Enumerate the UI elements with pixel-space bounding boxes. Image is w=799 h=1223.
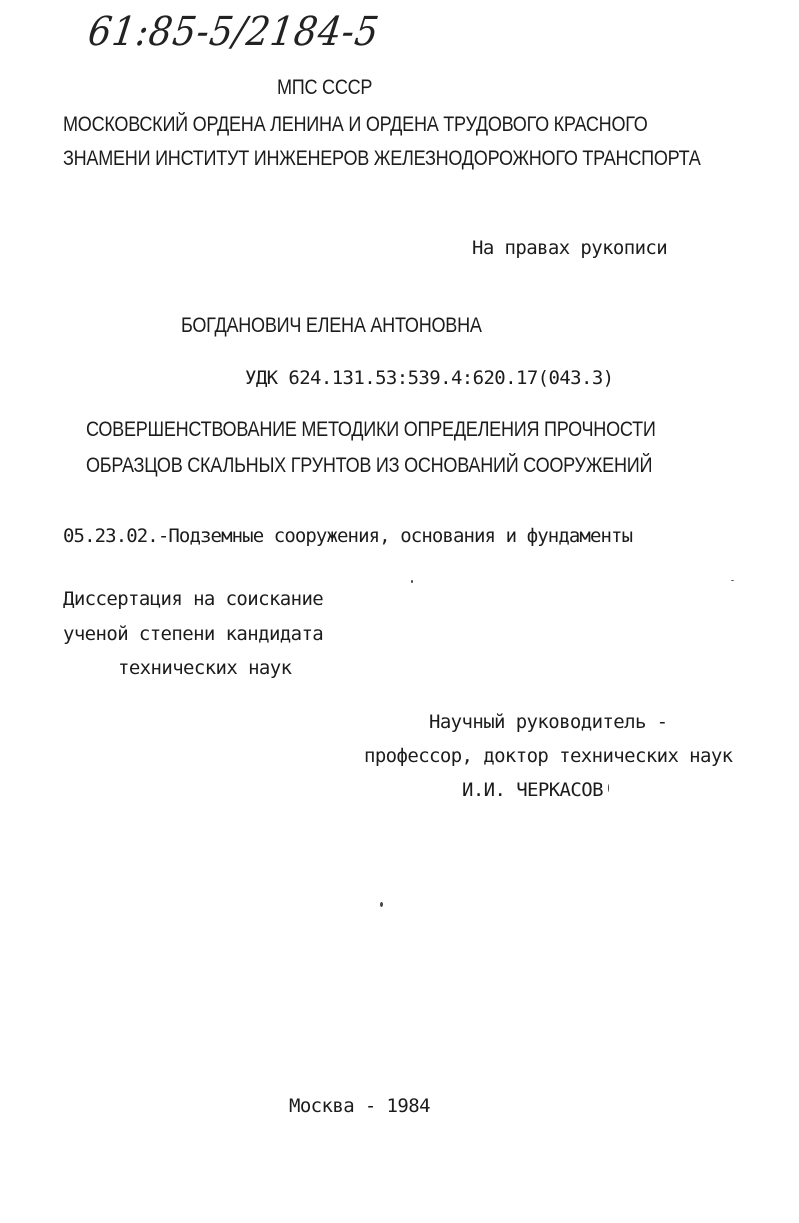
supervisor-name: И.И. ЧЕРКАСОВ [462, 779, 603, 801]
institute-name-line-2: ЗНАМЕНИ ИНСТИТУТ ИНЖЕНЕРОВ ЖЕЛЕЗНОДОРОЖНОГО ТРАНСПОРТА [63, 147, 701, 170]
author-name: БОГДАНОВИЧ ЕЛЕНА АНТОНОВНА [181, 314, 482, 337]
dissertation-line-3: технических наук [118, 657, 292, 679]
scan-speck [608, 784, 609, 792]
manuscript-note: На правах рукописи [472, 237, 668, 259]
ministry-name: МПС СССР [277, 76, 373, 99]
title-line-1: СОВЕРШЕНСТВОВАНИЕ МЕТОДИКИ ОПРЕДЕЛЕНИЯ ПРОЧНОСТИ [86, 418, 656, 441]
scan-speck [411, 580, 413, 583]
scan-speck [380, 902, 383, 907]
supervisor-title: профессор, доктор технических наук [364, 745, 733, 767]
supervisor-label: Научный руководитель - [429, 711, 668, 733]
dissertation-line-2: ученой степени кандидата [63, 623, 324, 645]
handwritten-archive-number: 61:85-5/2184-5 [85, 9, 383, 55]
udc-code: УДК 624.131.53:539.4:620.17(043.3) [245, 367, 614, 389]
place-and-year: Москва - 1984 [289, 1095, 430, 1117]
scan-speck [731, 580, 734, 581]
institute-name-line-1: МОСКОВСКИЙ ОРДЕНА ЛЕНИНА И ОРДЕНА ТРУДОВОГО КРАСНОГО [63, 113, 648, 136]
title-line-2: ОБРАЗЦОВ СКАЛЬНЫХ ГРУНТОВ ИЗ ОСНОВАНИЙ СООРУЖЕНИЙ [86, 454, 653, 477]
dissertation-line-1: Диссертация на соискание [63, 588, 324, 610]
specialty-code: 05.23.02.-Подземные сооружения, основания и фундаменты [63, 525, 633, 547]
